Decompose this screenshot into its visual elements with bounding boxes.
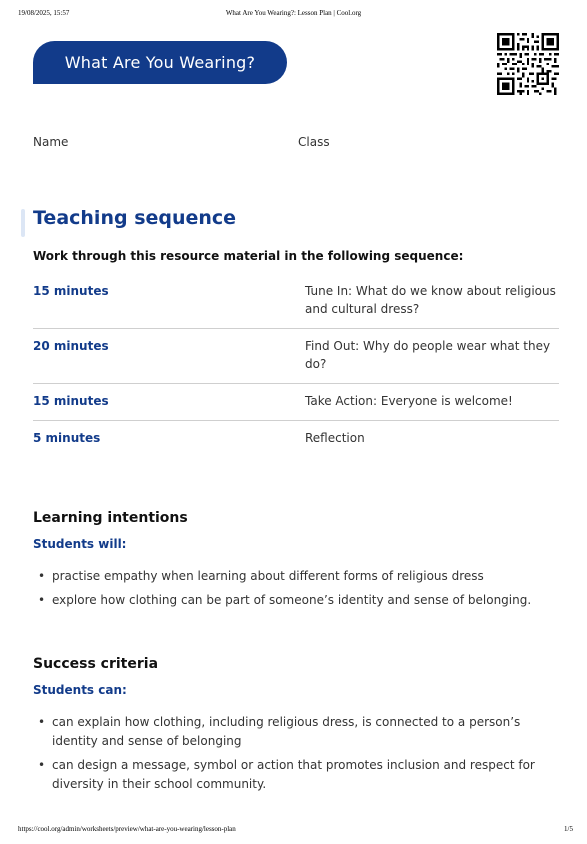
list-item: • can explain how clothing, including religious dress, is connected to a person’s identity and sense of belonging — [38, 713, 558, 751]
teaching-sequence-table — [33, 274, 559, 457]
print-datetime: 19/08/2025, 15:57 — [18, 9, 70, 17]
lesson-title: What Are You Wearing? — [33, 41, 287, 84]
learning-intentions-list — [38, 567, 558, 615]
sequence-time: 15 minutes — [33, 284, 109, 298]
print-header — [0, 9, 587, 21]
sequence-activity: Take Action: Everyone is welcome! — [305, 394, 513, 408]
sequence-row — [33, 421, 559, 457]
print-footer — [0, 825, 587, 837]
teaching-sequence-intro: Work through this resource material in the following sequence: — [33, 249, 464, 263]
sequence-time: 20 minutes — [33, 339, 109, 353]
sequence-row — [33, 329, 559, 384]
list-item: • can design a message, symbol or action that promotes inclusion and respect for diversity in their school community. — [38, 756, 558, 794]
success-criteria-heading: Success criteria — [33, 656, 159, 672]
success-criteria-subheading: Students can: — [33, 683, 127, 697]
sequence-activity: Find Out: Why do people wear what they do? — [305, 339, 551, 371]
sequence-time: 15 minutes — [33, 394, 109, 408]
learning-intentions-subheading: Students will: — [33, 537, 127, 551]
sequence-row — [33, 384, 559, 421]
teaching-sequence-heading: Teaching sequence — [33, 207, 237, 229]
sequence-time: 5 minutes — [33, 431, 101, 445]
print-doc-title: What Are You Wearing?: Lesson Plan | Cool.org — [225, 9, 362, 17]
name-label: Name — [33, 135, 69, 149]
print-url: https://cool.org/admin/worksheets/preview/what-are-you-wearing/lesson-plan — [18, 825, 236, 833]
print-page-number: 1/5 — [564, 825, 573, 833]
list-item: • explore how clothing can be part of someone’s identity and sense of belonging. — [38, 591, 558, 610]
sequence-activity: Tune In: What do we know about religious and cultural dress? — [305, 284, 556, 316]
section-accent-bar — [21, 209, 25, 237]
class-label: Class — [298, 135, 330, 149]
sequence-row — [33, 274, 559, 329]
list-item: • practise empathy when learning about different forms of religious dress — [38, 567, 558, 586]
learning-intentions-heading: Learning intentions — [33, 510, 188, 526]
qr-code-icon — [497, 33, 559, 95]
success-criteria-list — [38, 713, 558, 799]
sequence-activity: Reflection — [305, 431, 365, 445]
